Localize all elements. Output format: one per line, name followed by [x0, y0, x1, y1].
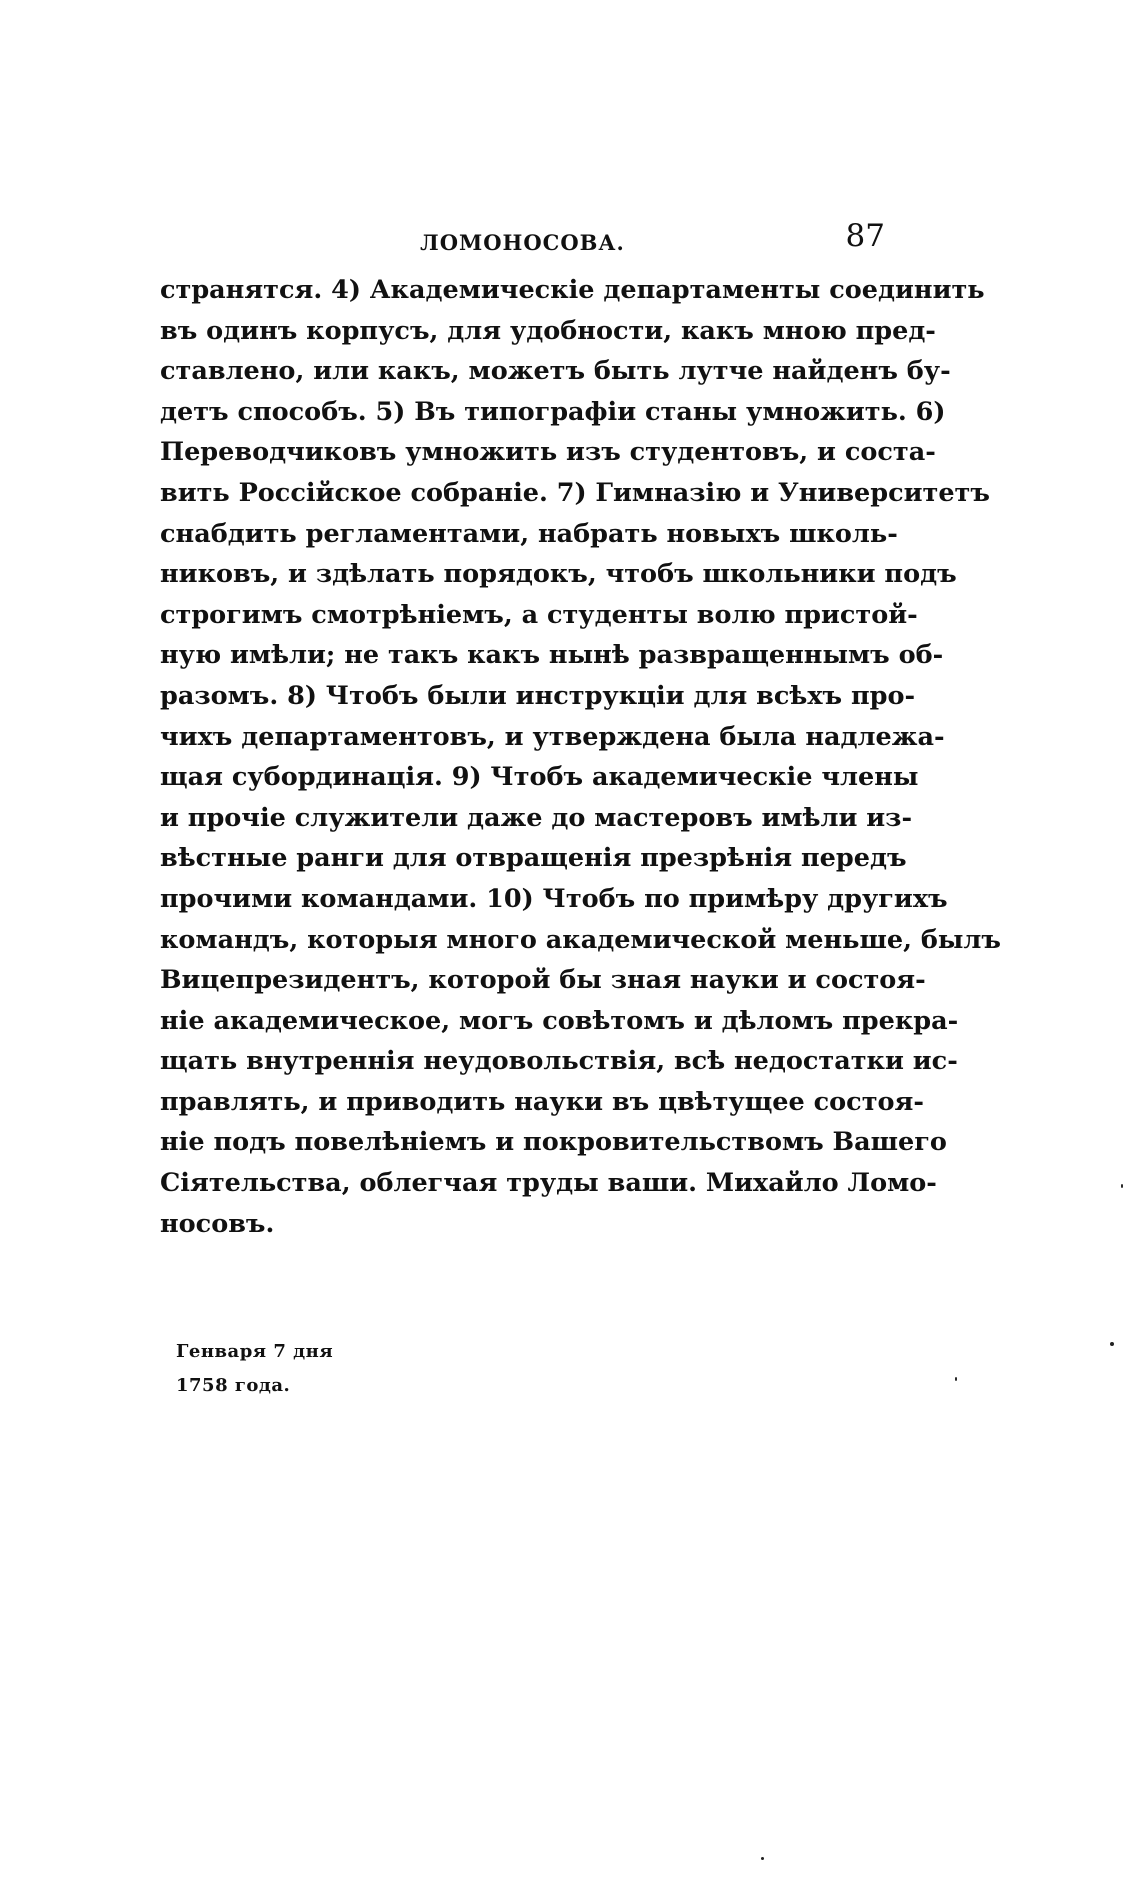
- text-line: снабдить регламентами, набрать новыхъ школь-: [160, 518, 898, 549]
- text-line: командъ, которыя много академической меньше, былъ: [160, 924, 1001, 955]
- text-line: чихъ департаментовъ, и утверждена была надлежа-: [160, 721, 945, 752]
- text-line: вѣстные ранги для отвращенія презрѣнія передъ: [160, 843, 907, 874]
- year-line: 1758 года.: [176, 1375, 291, 1396]
- date-signature: [176, 1335, 333, 1403]
- text-line: прочими командами. 10) Чтобъ по примѣру другихъ: [160, 883, 948, 914]
- text-line: ную имѣли; не такъ какъ нынѣ развращеннымъ об-: [160, 640, 944, 671]
- text-line: правлять, и приводить науки въ цвѣтущее состоя-: [160, 1086, 924, 1117]
- text-line: никовъ, и здѣлать порядокъ, чтобъ школьники подъ: [160, 559, 957, 590]
- page-number: 87: [845, 218, 885, 254]
- date-line: Генваря 7 дня: [176, 1341, 334, 1362]
- text-line: щать внутреннія неудовольствія, всѣ недостатки ис-: [160, 1046, 958, 1077]
- running-title: ЛОМОНОСОВА.: [420, 230, 625, 255]
- text-line: и прочіе служители даже до мастеровъ имѣли из-: [160, 802, 913, 833]
- text-line: носовъ.: [160, 1208, 275, 1239]
- text-line: Переводчиковъ умножить изъ студентовъ, и соста-: [160, 437, 936, 468]
- text-line: разомъ. 8) Чтобъ были инструкціи для всѣхъ про-: [160, 680, 916, 711]
- text-line: въ одинъ корпусъ, для удобности, какъ мною пред-: [160, 315, 936, 346]
- text-line: ніе подъ повелѣніемъ и покровительствомъ Вашего: [160, 1127, 947, 1158]
- text-line: вить Россійское собраніе. 7) Гимназію и Университетъ: [160, 477, 990, 508]
- text-line: Сіятельства, облегчая труды ваши. Михайло Ломо-: [160, 1168, 937, 1199]
- text-line: детъ способъ. 5) Въ типографіи станы умножить. 6): [160, 396, 946, 427]
- text-line: Вицепрезидентъ, которой бы зная науки и состоя-: [160, 965, 926, 996]
- scan-speck: [1110, 1342, 1114, 1346]
- scan-speck: [761, 1857, 764, 1860]
- text-line: строгимъ смотрѣніемъ, а студенты волю пристой-: [160, 599, 918, 630]
- scan-speck: [1121, 1184, 1123, 1188]
- text-line: щая субординація. 9) Чтобъ академическіе члены: [160, 762, 919, 793]
- running-head: [160, 218, 885, 258]
- text-line: странятся. 4) Академическіе департаменты соединить: [160, 275, 985, 305]
- text-line: ніе академическое, могъ совѣтомъ и дѣломъ прекра-: [160, 1005, 959, 1036]
- scan-speck: [955, 1377, 957, 1381]
- body-text: [160, 270, 1001, 1244]
- text-line: ставлено, или какъ, можетъ быть лутче найденъ бу-: [160, 356, 951, 387]
